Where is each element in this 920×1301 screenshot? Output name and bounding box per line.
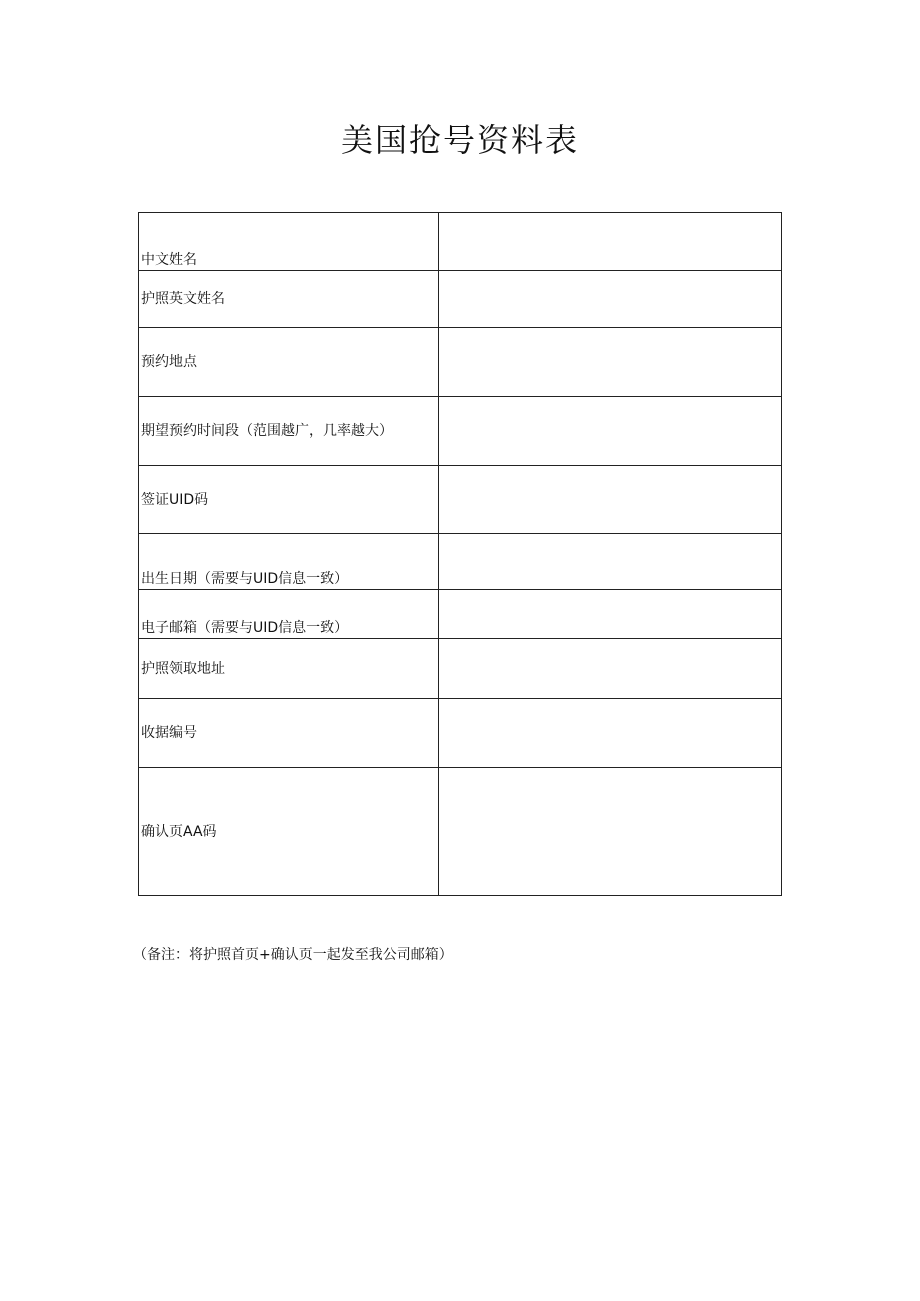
table-row-passport-pickup-address	[139, 639, 782, 699]
table-row-preferred-time	[139, 397, 782, 466]
value-appointment-location[interactable]	[439, 328, 782, 397]
label-birth-date: 出生日期（需要与UID信息一致）	[139, 534, 439, 590]
value-receipt-number[interactable]	[439, 699, 782, 768]
label-appointment-location: 预约地点	[139, 328, 439, 397]
page-title: 美国抢号资料表	[340, 121, 579, 159]
table-row-confirmation-aa-code	[139, 768, 782, 896]
label-visa-uid: 签证UID码	[139, 466, 439, 534]
table-row-appointment-location	[139, 328, 782, 397]
table-row-birth-date	[139, 534, 782, 590]
label-confirmation-aa-code: 确认页AA码	[139, 768, 439, 896]
value-passport-pickup-address[interactable]	[439, 639, 782, 699]
value-passport-english-name[interactable]	[439, 271, 782, 328]
label-chinese-name: 中文姓名	[139, 213, 439, 271]
label-preferred-time: 期望预约时间段（范围越广，几率越大）	[139, 397, 439, 466]
table-row-email	[139, 590, 782, 639]
label-email: 电子邮箱（需要与UID信息一致）	[139, 590, 439, 639]
value-birth-date[interactable]	[439, 534, 782, 590]
value-chinese-name[interactable]	[439, 213, 782, 271]
value-email[interactable]	[439, 590, 782, 639]
label-passport-english-name: 护照英文姓名	[139, 271, 439, 328]
table-row-passport-english-name	[139, 271, 782, 328]
value-confirmation-aa-code[interactable]	[439, 768, 782, 896]
table-row-visa-uid	[139, 466, 782, 534]
label-receipt-number: 收据编号	[139, 699, 439, 768]
info-form-table	[138, 212, 782, 896]
value-visa-uid[interactable]	[439, 466, 782, 534]
footnote-remark: （备注：将护照首页+确认页一起发至我公司邮箱）	[133, 947, 453, 963]
label-passport-pickup-address: 护照领取地址	[139, 639, 439, 699]
value-preferred-time[interactable]	[439, 397, 782, 466]
table-row-receipt-number	[139, 699, 782, 768]
table-row-chinese-name	[139, 213, 782, 271]
